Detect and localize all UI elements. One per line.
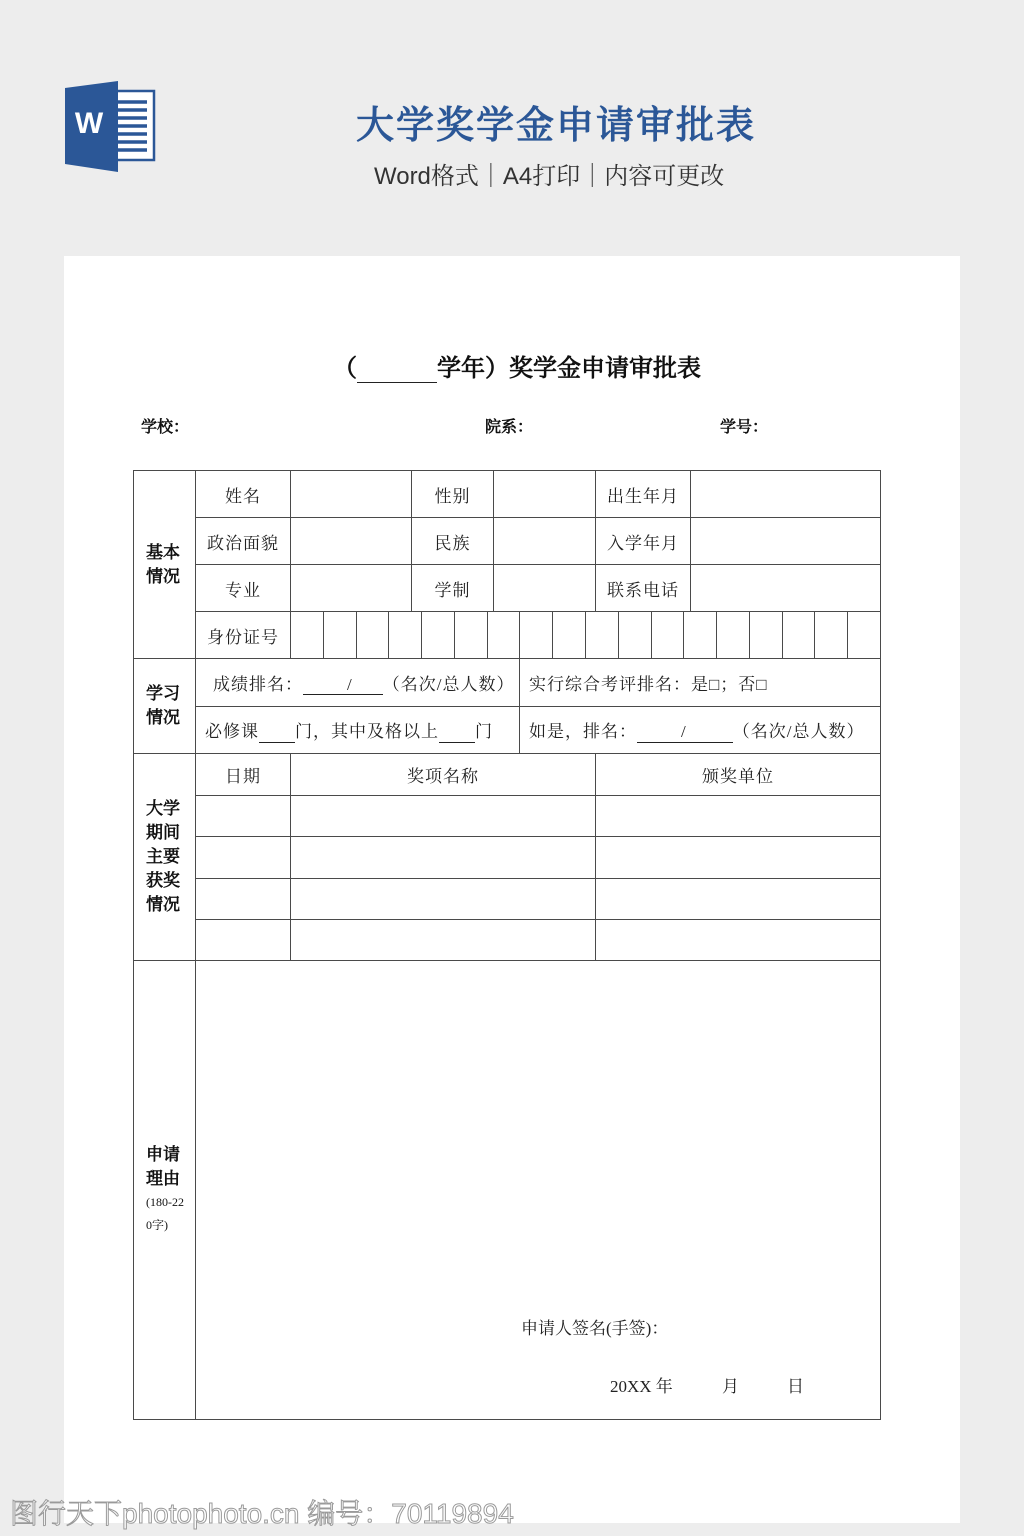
ethnicity-field[interactable] (493, 517, 596, 565)
application-form-table (133, 470, 881, 1420)
political-status-field[interactable] (290, 517, 412, 565)
major-field[interactable] (290, 564, 412, 612)
awards-col-date: 日期 (195, 753, 291, 796)
page-subtitle: Word格式｜A4打印｜内容可更改 (374, 163, 725, 190)
award-date-field[interactable] (195, 836, 291, 879)
id-digit-box[interactable] (290, 611, 324, 659)
section-reason-label: 申请理由 (146, 1145, 180, 1188)
id-digit-box[interactable] (421, 611, 455, 659)
id-digit-box[interactable] (487, 611, 521, 659)
required-courses-input[interactable] (259, 723, 295, 743)
award-name-field[interactable] (290, 878, 596, 920)
section-reason (133, 960, 196, 1420)
award-name-field[interactable] (290, 919, 596, 961)
date-day-label: 日 (787, 1377, 804, 1396)
id-digit-box[interactable] (618, 611, 652, 659)
academic-year-input[interactable] (357, 356, 437, 383)
comprehensive-rank-label: 如是，排名： (529, 722, 637, 742)
id-digit-box[interactable] (782, 611, 816, 659)
grade-rank-input[interactable]: / (303, 676, 383, 696)
school-label: 学校： (141, 419, 190, 436)
document-title (69, 348, 965, 383)
political-status-label: 政治面貌 (195, 517, 291, 565)
document-title-open: （ (333, 355, 357, 382)
signature-label: 申请人签名(手签)： (521, 1319, 669, 1338)
grade-rank-note: （名次/总人数） (382, 674, 515, 694)
ethnicity-label: 民族 (411, 517, 494, 565)
courses-suffix: 门 (475, 722, 493, 742)
enrollment-date-field[interactable] (690, 517, 881, 565)
award-issuer-field[interactable] (595, 878, 881, 920)
major-label: 专业 (195, 564, 291, 612)
section-basic-label: 基本情况 (146, 542, 180, 586)
id-digit-box[interactable] (356, 611, 390, 659)
birth-date-field[interactable] (690, 470, 881, 518)
comprehensive-rank-input[interactable]: / (637, 723, 733, 743)
section-basic-info (133, 470, 196, 659)
award-date-field[interactable] (195, 795, 291, 837)
awards-col-name: 奖项名称 (290, 753, 596, 796)
id-digit-box[interactable] (683, 611, 717, 659)
id-digit-box[interactable] (716, 611, 750, 659)
award-issuer-field[interactable] (595, 795, 881, 837)
section-study (133, 658, 196, 754)
award-name-field[interactable] (290, 836, 596, 879)
name-field[interactable] (290, 470, 412, 518)
birth-date-label: 出生年月 (595, 470, 691, 518)
courses-mid: 门，其中及格以上 (295, 722, 439, 742)
watermark-text: 图行天下photophoto.cn 编号：70119894 (10, 1498, 514, 1529)
id-digit-box[interactable] (519, 611, 553, 659)
department-label: 院系： (485, 419, 534, 436)
phone-label: 联系电话 (595, 564, 691, 612)
page-title: 大学奖学金申请审批表 (356, 105, 757, 147)
award-date-field[interactable] (195, 878, 291, 920)
award-name-field[interactable] (290, 795, 596, 837)
id-number-label: 身份证号 (195, 611, 291, 659)
id-digit-box[interactable] (552, 611, 586, 659)
program-length-label: 学制 (411, 564, 494, 612)
passed-courses-input[interactable] (439, 723, 475, 743)
id-digit-box[interactable] (323, 611, 357, 659)
date-year-label: 20XX 年 (610, 1377, 673, 1396)
program-length-field[interactable] (493, 564, 596, 612)
id-digit-box[interactable] (388, 611, 422, 659)
document-title-rest: 学年）奖学金申请审批表 (437, 355, 701, 382)
word-document-icon (60, 75, 160, 175)
date-month-label: 月 (722, 1377, 739, 1396)
courses-prefix: 必修课 (205, 722, 259, 742)
student-id-label: 学号： (720, 419, 769, 436)
id-digit-box[interactable] (651, 611, 685, 659)
award-date-field[interactable] (195, 919, 291, 961)
name-label: 姓名 (195, 470, 291, 518)
word-limit-note: (180-220字) (146, 1195, 184, 1232)
comprehensive-rank-note: （名次/总人数） (732, 722, 865, 742)
gender-label: 性别 (411, 470, 494, 518)
grade-rank-cell (195, 658, 520, 707)
award-issuer-field[interactable] (595, 919, 881, 961)
id-digit-box[interactable] (749, 611, 783, 659)
word-icon-letter: W (74, 107, 104, 140)
gender-field[interactable] (493, 470, 596, 518)
id-digit-box[interactable] (454, 611, 488, 659)
phone-field[interactable] (690, 564, 881, 612)
comprehensive-rank-cell (519, 706, 881, 754)
id-digit-box[interactable] (585, 611, 619, 659)
id-digit-box[interactable] (814, 611, 848, 659)
courses-cell (195, 706, 520, 754)
awards-col-issuer: 颁奖单位 (595, 753, 881, 796)
reason-field[interactable] (195, 960, 881, 1420)
section-awards (133, 753, 196, 961)
comprehensive-rank-choice[interactable]: 实行综合考评排名：是□；否□ (519, 658, 881, 707)
id-digit-box[interactable] (847, 611, 881, 659)
enrollment-date-label: 入学年月 (595, 517, 691, 565)
grade-rank-label: 成绩排名： (213, 674, 303, 694)
section-study-label: 学习情况 (146, 684, 180, 727)
section-awards-label: 大学期间主要获奖情况 (146, 799, 180, 914)
award-issuer-field[interactable] (595, 836, 881, 879)
